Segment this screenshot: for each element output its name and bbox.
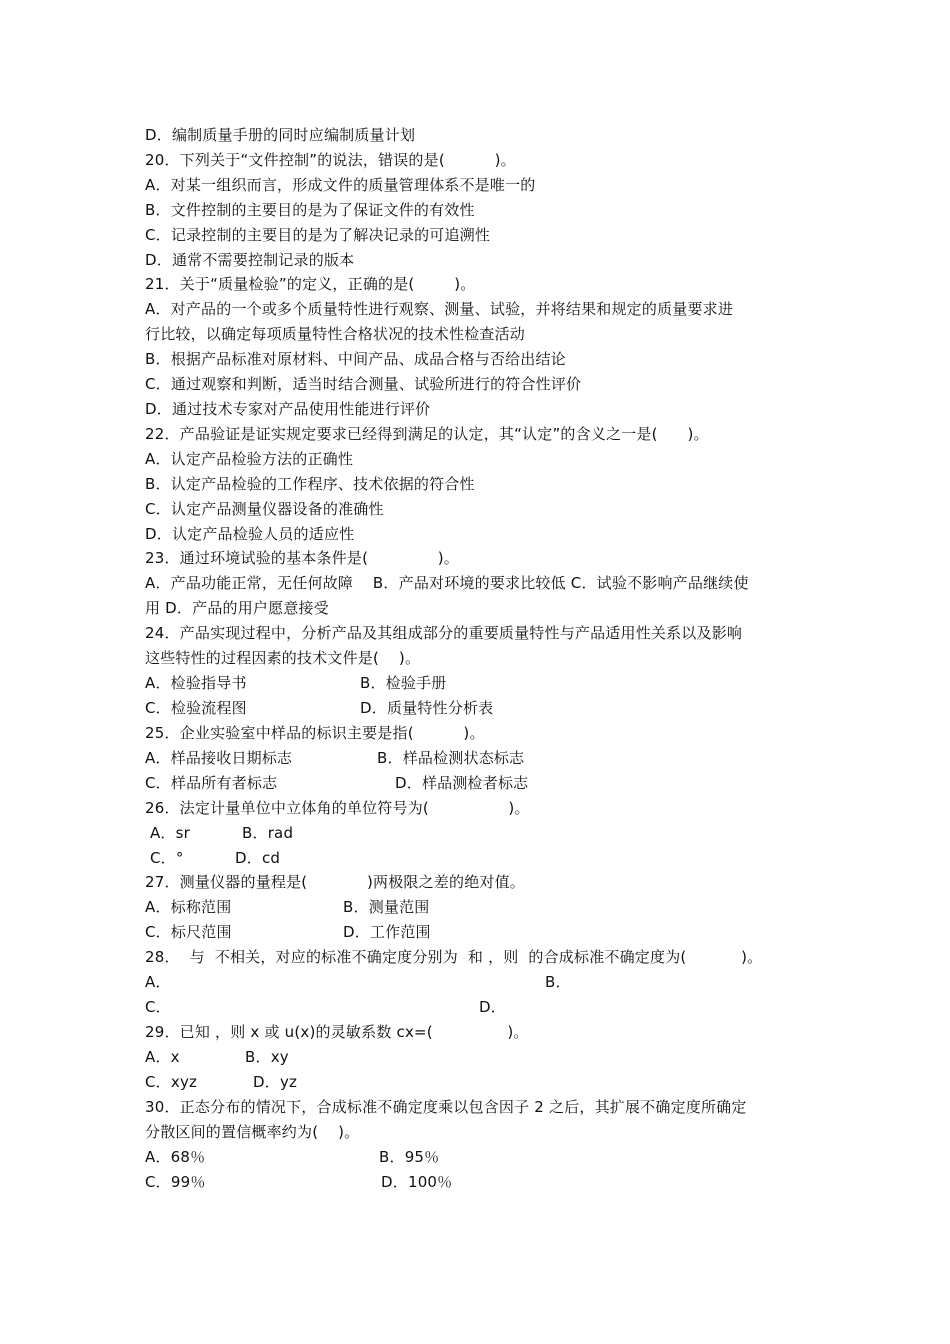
option-b: B．xy xyxy=(245,1048,289,1066)
question-22-stem: 22．产品验证是证实规定要求已经得到满足的认定，其“认定”的含义之一是( )。 xyxy=(145,425,709,443)
option-b: B． xyxy=(545,973,571,991)
option-row xyxy=(145,995,506,1020)
option-row xyxy=(145,1170,453,1195)
option-d: D．样品测检者标志 xyxy=(395,774,529,792)
option-d: D．cd xyxy=(235,849,281,867)
option-b: B．95％ xyxy=(379,1148,440,1166)
option-a: A．x xyxy=(145,1048,180,1066)
option-d: D． xyxy=(479,998,506,1016)
question-27-stem: 27．测量仪器的量程是( )两极限之差的绝对值。 xyxy=(145,873,526,891)
question-24-stem: 24．产品实现过程中，分析产品及其组成部分的重要质量特性与产品适用性关系以及影响 xyxy=(145,624,743,642)
text-line: D．编制质量手册的同时应编制质量计划 xyxy=(145,126,416,144)
option-row xyxy=(145,821,294,846)
option-c: C．99％ xyxy=(145,1173,206,1191)
option-c: C．样品所有者标志 xyxy=(145,774,278,792)
text-line: 这些特性的过程因素的技术文件是( )。 xyxy=(145,649,421,667)
text-line: 用 D．产品的用户愿意接受 xyxy=(145,599,329,617)
question-23-stem: 23．通过环境试验的基本条件是( )。 xyxy=(145,549,459,567)
text-line: A．产品功能正常，无任何故障 B．产品对环境的要求比较低 C．试验不影响产品继续使 xyxy=(145,574,749,592)
text-line: C．认定产品测量仪器设备的准确性 xyxy=(145,500,384,518)
option-a: A．样品接收日期标志 xyxy=(145,749,293,767)
text-line: 行比较，以确定每项质量特性合格状况的技术性检查活动 xyxy=(145,325,526,343)
option-c: C．xyz xyxy=(145,1073,198,1091)
option-d: D．工作范围 xyxy=(343,923,431,941)
question-26-stem: 26．法定计量单位中立体角的单位符号为( )。 xyxy=(145,799,530,817)
option-row xyxy=(145,771,529,796)
text-line: C．记录控制的主要目的是为了解决记录的可追溯性 xyxy=(145,226,491,244)
text-line: A．对产品的一个或多个质量特性进行观察、测量、试验，并将结果和规定的质量要求进 xyxy=(145,300,734,318)
option-row xyxy=(145,895,430,920)
option-c: C．° xyxy=(145,849,184,867)
option-c: C．检验流程图 xyxy=(145,699,247,717)
text-line: D．通过技术专家对产品使用性能进行评价 xyxy=(145,400,431,418)
option-b: B．测量范围 xyxy=(343,898,430,916)
text-line: C．通过观察和判断，适当时结合测量、试验所进行的符合性评价 xyxy=(145,375,582,393)
option-b: B．rad xyxy=(242,824,294,842)
option-c: C．标尺范围 xyxy=(145,923,232,941)
text-line: 分散区间的置信概率约为( )。 xyxy=(145,1123,360,1141)
option-row xyxy=(145,696,494,721)
text-line: B．根据产品标准对原材料、中间产品、成品合格与否给出结论 xyxy=(145,350,566,368)
text-line: A．对某一组织而言，形成文件的质量管理体系不是唯一的 xyxy=(145,176,536,194)
question-25-stem: 25．企业实验室中样品的标识主要是指( )。 xyxy=(145,724,485,742)
option-row xyxy=(145,1145,440,1170)
option-row xyxy=(145,970,571,995)
option-row xyxy=(145,920,431,945)
option-a: A．标称范围 xyxy=(145,898,232,916)
text-line: B．文件控制的主要目的是为了保证文件的有效性 xyxy=(145,201,475,219)
option-d: D．100％ xyxy=(381,1173,453,1191)
option-d: D．yz xyxy=(253,1073,298,1091)
option-row xyxy=(145,746,525,771)
option-row xyxy=(145,1045,289,1070)
text-line: D．通常不需要控制记录的版本 xyxy=(145,251,355,269)
text-line: B．认定产品检验的工作程序、技术依据的符合性 xyxy=(145,475,475,493)
option-a: A．68％ xyxy=(145,1148,206,1166)
option-b: B．样品检测状态标志 xyxy=(377,749,525,767)
question-28-stem: 28． 与 不相关，对应的标准不确定度分别为 和 ，则 的合成标准不确定度为( )。 xyxy=(145,948,763,966)
option-a: A． xyxy=(145,973,171,991)
option-row xyxy=(145,846,281,871)
option-d: D．质量特性分析表 xyxy=(360,699,494,717)
option-row xyxy=(145,1070,298,1095)
text-line: D．认定产品检验人员的适应性 xyxy=(145,525,355,543)
question-30-stem: 30．正态分布的情况下，合成标准不确定度乘以包含因子 2 之后，其扩展不确定度所确定 xyxy=(145,1098,747,1116)
question-29-stem: 29．已知 ，则 x 或 u(x)的灵敏系数 cx=( )。 xyxy=(145,1023,529,1041)
option-a: A．sr xyxy=(145,824,191,842)
option-b: B．检验手册 xyxy=(360,674,447,692)
option-c: C． xyxy=(145,998,171,1016)
option-a: A．检验指导书 xyxy=(145,674,247,692)
question-20-stem: 20．下列关于“文件控制”的说法，错误的是( )。 xyxy=(145,151,516,169)
option-row xyxy=(145,671,447,696)
text-line: A．认定产品检验方法的正确性 xyxy=(145,450,354,468)
question-21-stem: 21．关于“质量检验”的定义，正确的是( )。 xyxy=(145,275,476,293)
